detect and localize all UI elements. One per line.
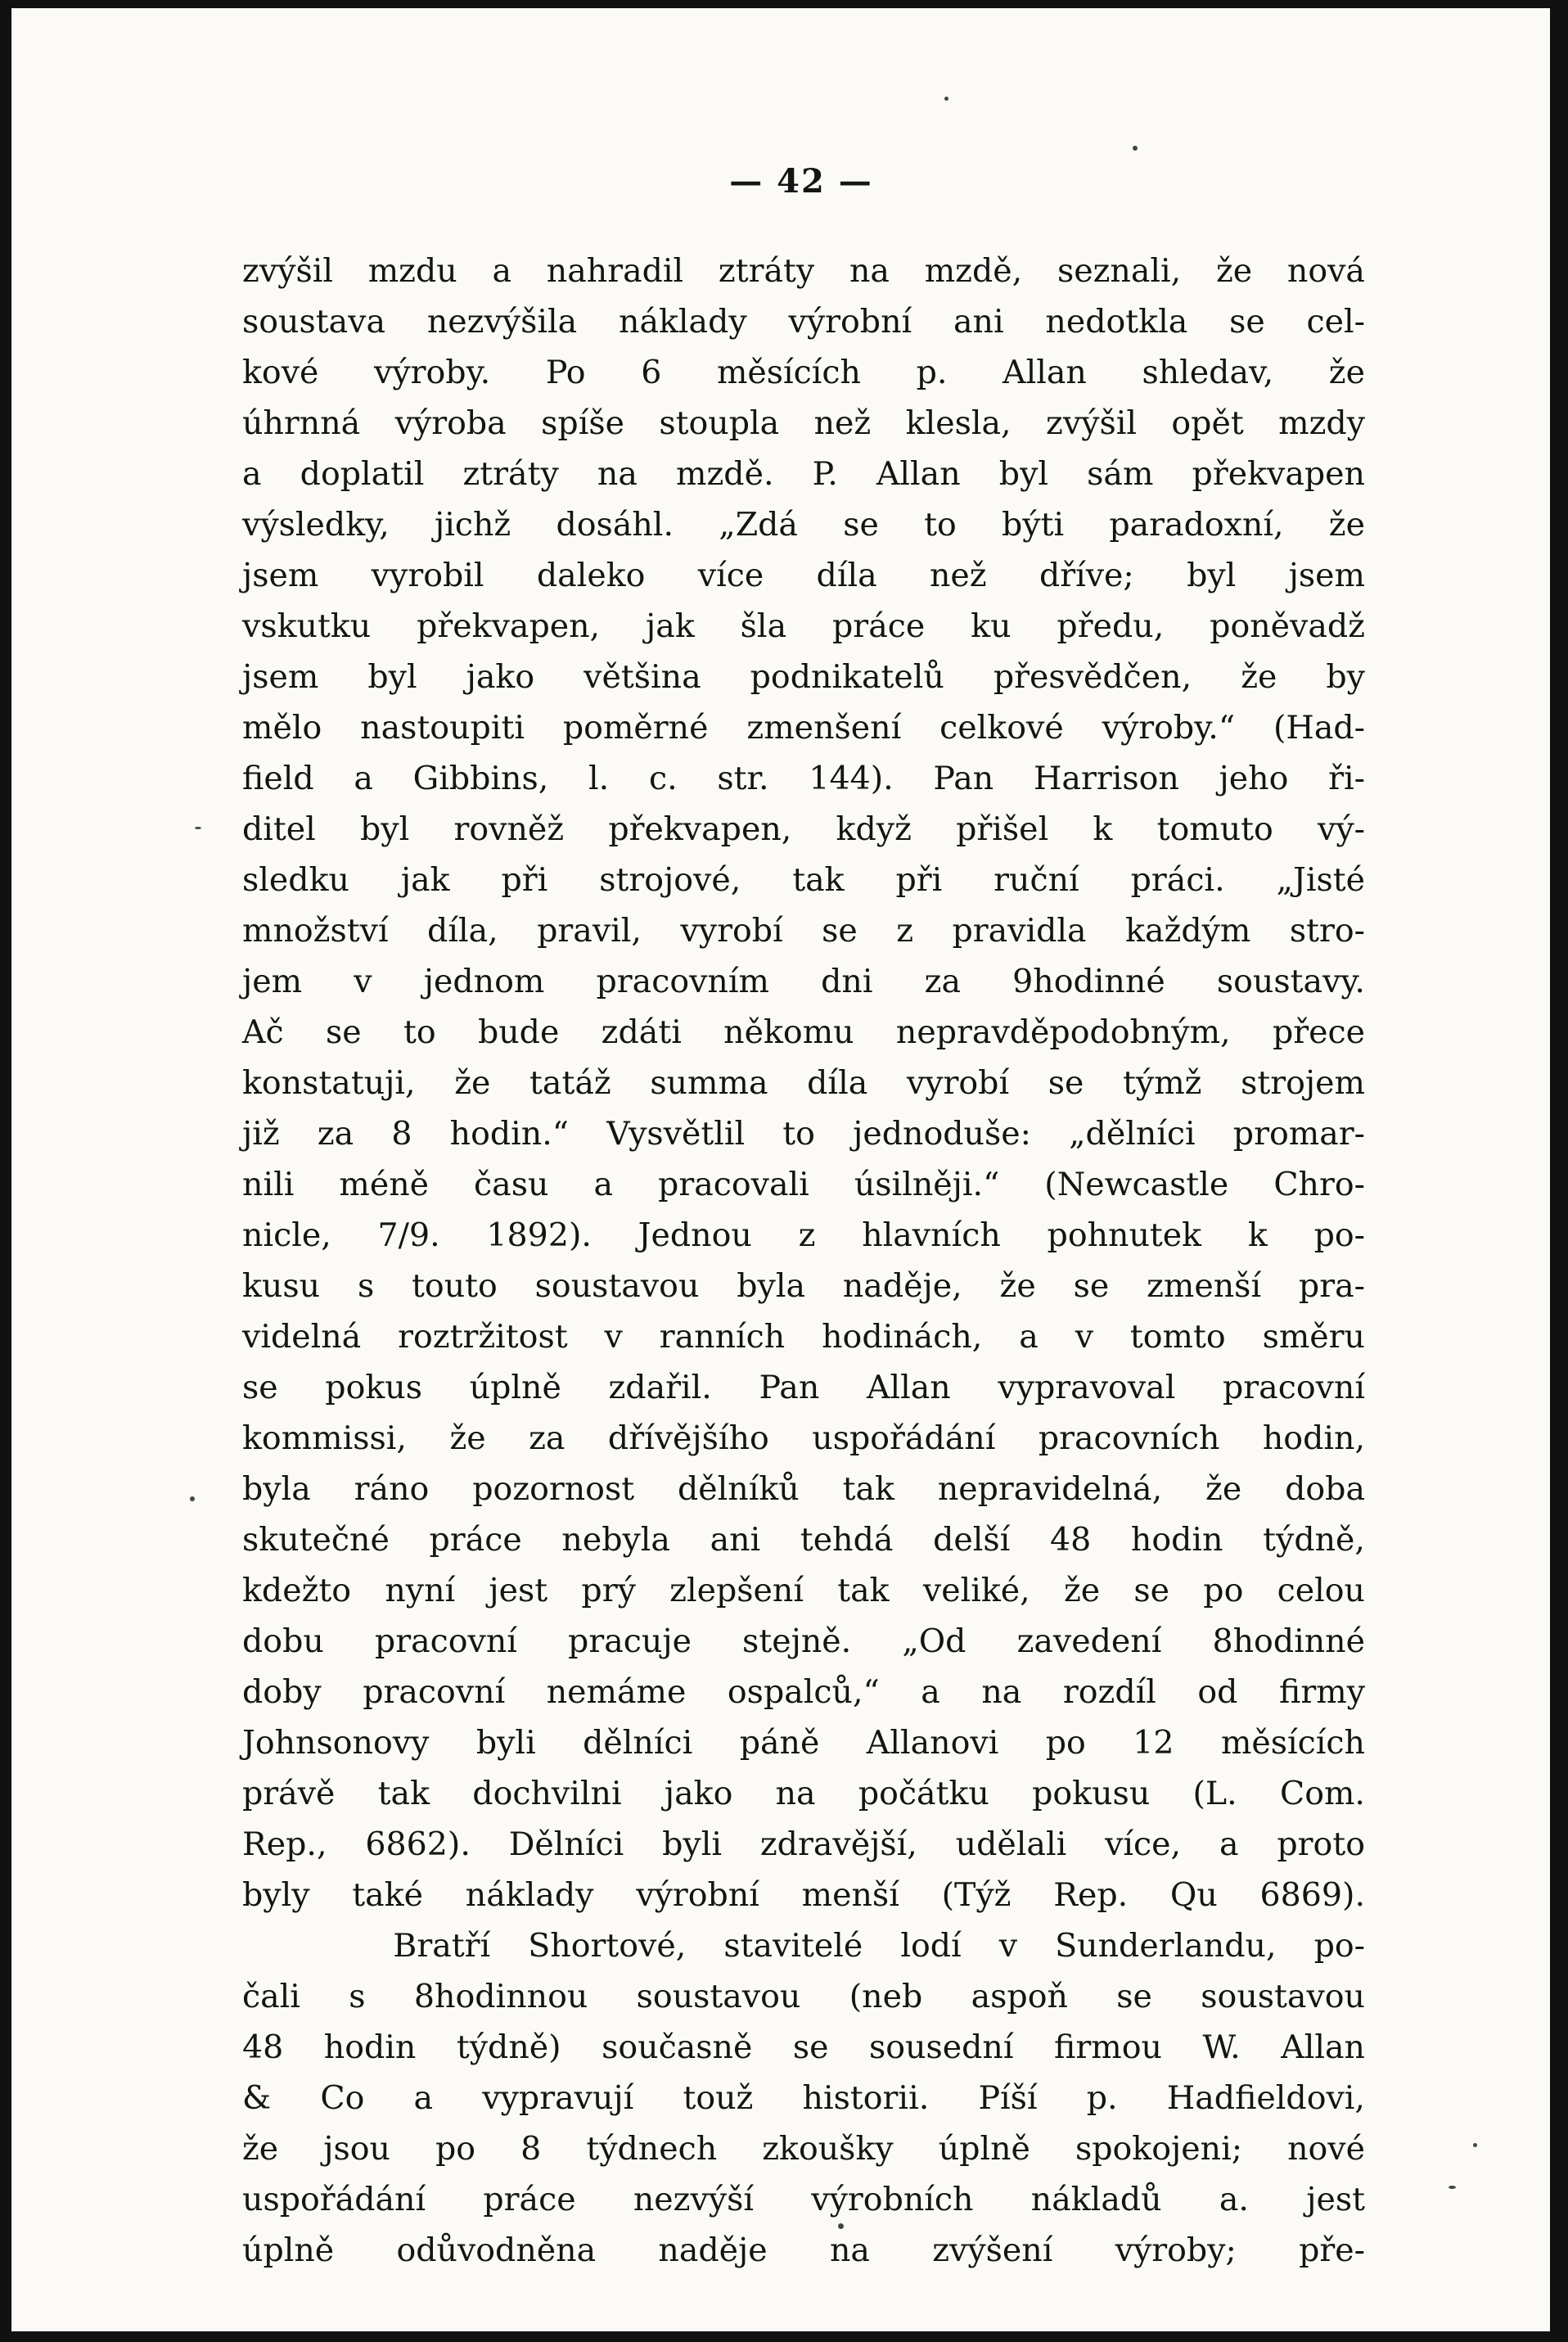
text-line: doby pracovní nemáme ospalců,“ a na rozdíl od firmy (242, 1673, 1365, 1711)
text-line: výsledky, jichž dosáhl. „Zdá se to býti paradoxní, že (242, 506, 1365, 544)
text-line: konstatuji, že tatáž summa díla vyrobí se týmž strojem (242, 1064, 1365, 1102)
text-line: úhrnná výroba spíše stoupla než klesla, zvýšil opět mzdy (242, 404, 1365, 442)
scan-speck (195, 827, 201, 829)
text-line: kdežto nyní jest prý zlepšení tak veliké, že se po celou (242, 1572, 1365, 1609)
page-number: — 42 — (729, 162, 873, 201)
text-line: se pokus úplně zdařil. Pan Allan vypravoval pracovní (242, 1369, 1365, 1406)
text-line: uspořádání práce nezvýší výrobních nákladů a. jest (242, 2181, 1365, 2218)
text-line: mělo nastoupiti poměrné zmenšení celkové výroby.“ (Had- (242, 709, 1365, 747)
text-line: množství díla, pravil, vyrobí se z pravidla každým stro- (242, 912, 1365, 950)
text-line: nicle, 7/9. 1892). Jednou z hlavních pohnutek k po- (242, 1216, 1365, 1254)
text-line: jsem byl jako většina podnikatelů přesvědčen, že by (242, 658, 1365, 696)
text-line: zvýšil mzdu a nahradil ztráty na mzdě, seznali, že nová (242, 252, 1365, 290)
text-line: Johnsonovy byli dělníci páně Allanovi po 12 měsících (242, 1724, 1365, 1762)
scan-speck (1449, 2186, 1456, 2189)
text-line: dobu pracovní pracuje stejně. „Od zavedení 8hodinné (242, 1622, 1365, 1660)
scan-speck (1133, 146, 1138, 151)
text-line: & Co a vypravují touž historii. Píší p. Hadfieldovi, (242, 2079, 1365, 2117)
text-line: Bratří Shortové, stavitelé lodí v Sunderlandu, po- (242, 1927, 1365, 1965)
text-line: kové výroby. Po 6 měsících p. Allan shledav, že (242, 354, 1365, 391)
text-line: právě tak dochvilni jako na počátku pokusu (L. Com. (242, 1775, 1365, 1812)
text-line: jem v jednom pracovním dni za 9hodinné soustavy. (242, 963, 1365, 1000)
text-line: již za 8 hodin.“ Vysvětlil to jednoduše: „dělníci promar- (242, 1115, 1365, 1153)
text-line: 48 hodin týdně) současně se sousední firmou W. Allan (242, 2028, 1365, 2066)
text-line: že jsou po 8 týdnech zkoušky úplně spokojeni; nové (242, 2130, 1365, 2168)
text-line: soustava nezvýšila náklady výrobní ani nedotkla se cel- (242, 303, 1365, 341)
text-line: byly také náklady výrobní menší (Týž Rep. Qu 6869). (242, 1876, 1365, 1914)
text-line: field a Gibbins, l. c. str. 144). Pan Harrison jeho ři- (242, 760, 1365, 797)
body-text (242, 246, 1365, 2276)
text-line: ditel byl rovněž překvapen, když přišel k tomuto vý- (242, 810, 1365, 848)
text-line: nili méně času a pracovali úsilněji.“ (Newcastle Chro- (242, 1166, 1365, 1203)
text-line: sledku jak při strojové, tak při ruční práci. „Jisté (242, 861, 1365, 899)
text-line: čali s 8hodinnou soustavou (neb aspoň se soustavou (242, 1978, 1365, 2015)
text-line: skutečné práce nebyla ani tehdá delší 48 hodin týdně, (242, 1521, 1365, 1559)
text-line: videlná roztržitost v ranních hodinách, a v tomto směru (242, 1318, 1365, 1356)
scan-speck (944, 97, 948, 101)
text-line: vskutku překvapen, jak šla práce ku předu, poněvadž (242, 607, 1365, 645)
scan-speck (190, 1496, 195, 1501)
text-line: jsem vyrobil daleko více díla než dříve; byl jsem (242, 557, 1365, 594)
scan-speck (838, 2223, 844, 2229)
text-line: Rep., 6862). Dělníci byli zdravější, udělali více, a proto (242, 1825, 1365, 1863)
text-line: Ač se to bude zdáti někomu nepravděpodobným, přece (242, 1013, 1365, 1051)
text-line: úplně odůvodněna naděje na zvýšení výroby; pře- (242, 2231, 1365, 2269)
text-line: kusu s touto soustavou byla naděje, že se zmenší pra- (242, 1267, 1365, 1305)
text-line: byla ráno pozornost dělníků tak nepravidelná, že doba (242, 1470, 1365, 1508)
text-line: a doplatil ztráty na mzdě. P. Allan byl sám překvapen (242, 455, 1365, 493)
scan-speck (1473, 2143, 1477, 2147)
text-line: kommissi, že za dřívějšího uspořádání pracovních hodin, (242, 1419, 1365, 1457)
book-page (11, 8, 1550, 2331)
